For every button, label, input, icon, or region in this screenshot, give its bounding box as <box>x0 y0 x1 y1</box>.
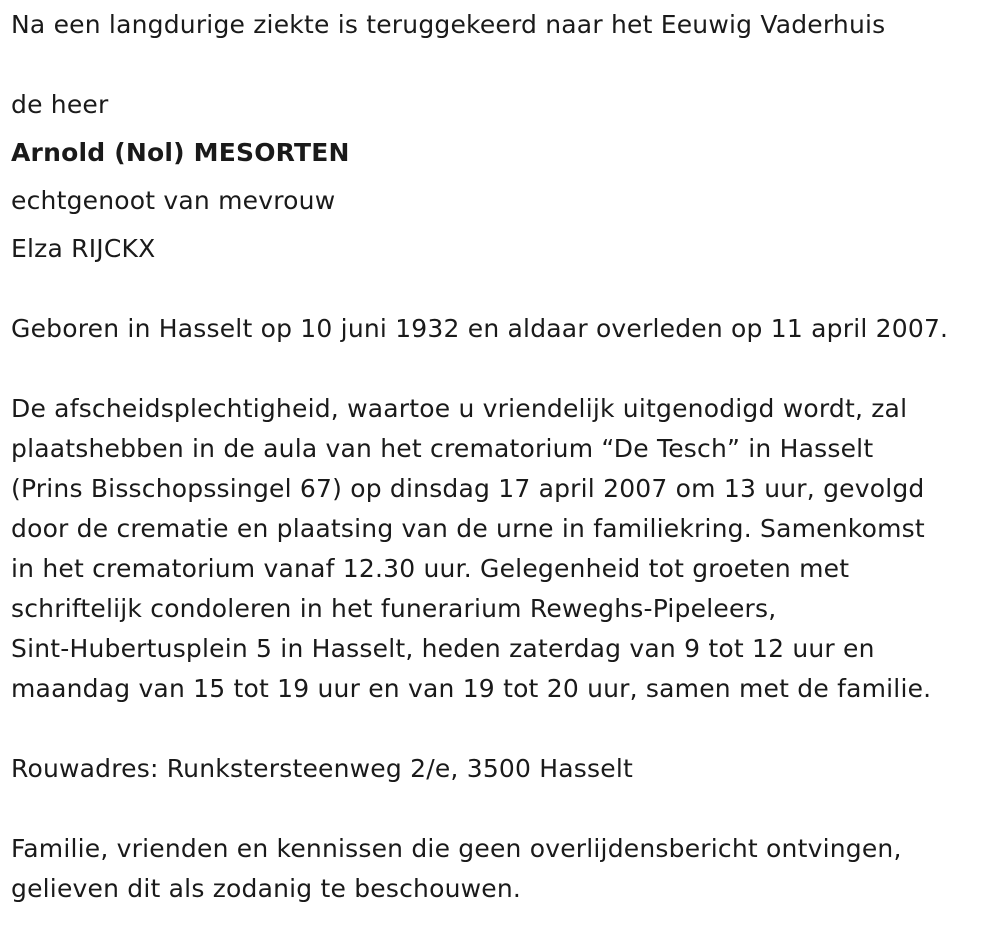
spouse-label: echtgenoot van mevrouw <box>11 186 336 215</box>
address-text: Rouwadres: Runkstersteenweg 2/e, 3500 Hasselt <box>11 754 633 783</box>
ceremony-paragraph <box>11 389 986 709</box>
ceremony-line: (Prins Bisschopssingel 67) op dinsdag 17 april 2007 om 13 uur, gevolgd <box>11 474 925 503</box>
title-text: de heer <box>11 90 109 119</box>
deceased-name: Arnold (Nol) MESORTEN <box>11 138 350 167</box>
closing-line: gelieven dit als zodanig te beschouwen. <box>11 874 522 903</box>
ceremony-line: Sint-Hubertusplein 5 in Hasselt, heden zaterdag van 9 tot 12 uur en <box>11 634 875 663</box>
intro-text: Na een langdurige ziekte is teruggekeerd naar het Eeuwig Vaderhuis <box>11 10 886 39</box>
ceremony-line: door de crematie en plaatsing van de urne in familiekring. Samenkomst <box>11 514 925 543</box>
birth-death-text: Geboren in Hasselt op 10 juni 1932 en aldaar overleden op 11 april 2007. <box>11 314 949 343</box>
ceremony-line: plaatshebben in de aula van het crematorium “De Tesch” in Hasselt <box>11 434 874 463</box>
ceremony-line: schriftelijk condoleren in het funerarium Reweghs-Pipeleers, <box>11 594 777 623</box>
closing-line: Familie, vrienden en kennissen die geen overlijdensbericht ontvingen, <box>11 834 902 863</box>
spouse-name: Elza RIJCKX <box>11 234 156 263</box>
ceremony-line: in het crematorium vanaf 12.30 uur. Gelegenheid tot groeten met <box>11 554 850 583</box>
ceremony-line: maandag van 15 tot 19 uur en van 19 tot 20 uur, samen met de familie. <box>11 674 932 703</box>
closing-paragraph <box>11 829 986 909</box>
ceremony-line: De afscheidsplechtigheid, waartoe u vriendelijk uitgenodigd wordt, zal <box>11 394 908 423</box>
